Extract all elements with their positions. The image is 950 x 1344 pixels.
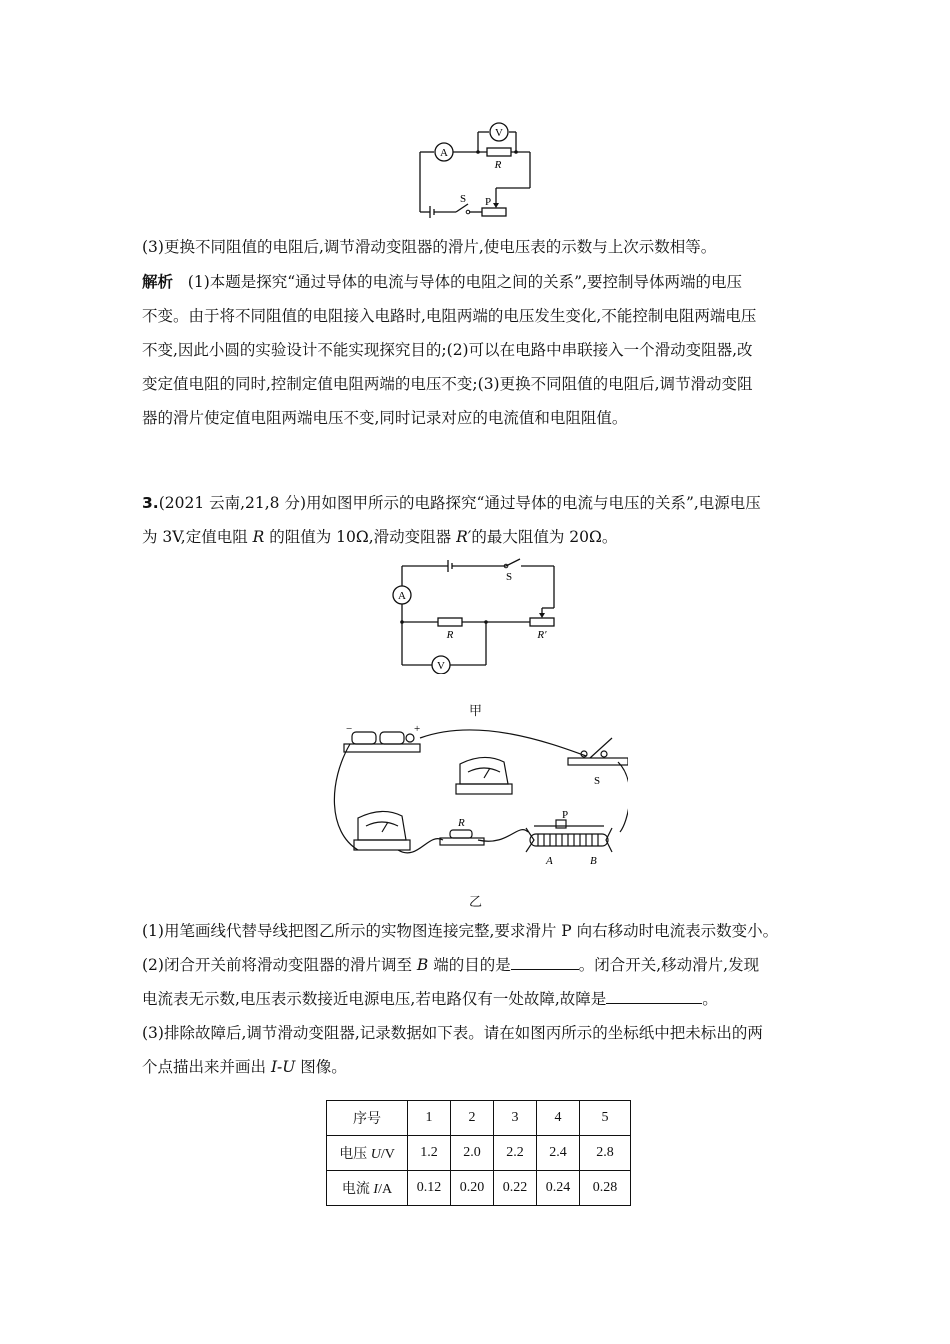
jia-resistor-label: R xyxy=(446,629,454,641)
question-stem-line-1: 用如图甲所示的电路探究“通过导体的电流与电压的关系”,电源电压 xyxy=(306,494,761,512)
analysis-line-4: 变定值电阻的同时,控制定值电阻两端的电压不变;(3)更换不同阻值的电阻后,调节滑动变阻 xyxy=(142,375,753,393)
stem-part-c: 的最大阻值为 20Ω。 xyxy=(471,528,618,546)
top-ammeter-symbol: A xyxy=(440,147,448,159)
table-cell: 0.22 xyxy=(494,1171,537,1206)
table-row-current xyxy=(327,1171,631,1206)
table-header-cell: 2 xyxy=(451,1101,494,1136)
table-header-cell: 3 xyxy=(494,1101,537,1136)
table-row-voltage xyxy=(327,1136,631,1171)
q3-symbol-iu: I-U xyxy=(270,1058,296,1076)
top-slider-label: P xyxy=(484,196,492,208)
sub-questions xyxy=(142,914,832,1084)
voltage-label-unit: /V xyxy=(380,1147,395,1162)
current-label-unit: /A xyxy=(378,1182,393,1197)
figure-jia-caption: 甲 xyxy=(469,704,483,719)
step-3-text: (3)更换不同阻值的电阻后,调节滑动变阻器的滑片,使电压表的示数与上次示数相等。 xyxy=(142,238,717,256)
sub-question-3-line-1: (3)排除故障后,调节滑动变阻器,记录数据如下表。请在如图丙所示的坐标纸中把未标出的两 xyxy=(142,1024,763,1042)
yi-battery-minus: − xyxy=(346,723,353,735)
question-source: (2021 云南,21,8 分) xyxy=(158,494,307,512)
table-header-cell: 1 xyxy=(408,1101,451,1136)
table-header-cell: 序号 xyxy=(327,1101,408,1136)
voltage-label-text: 电压 xyxy=(339,1147,371,1162)
yi-resistor-label: R xyxy=(458,817,465,829)
analysis-block xyxy=(142,265,814,435)
q3-line2-a: 个点描出来并画出 xyxy=(142,1058,271,1076)
top-switch-label: S xyxy=(459,193,467,205)
analysis-line-1: (1)本题是探究“通过导体的电流与导体的电阻之间的关系”,要控制导体两端的电压 xyxy=(187,273,743,291)
stem-symbol-r-prime: R′ xyxy=(456,528,472,546)
top-resistor-label: R xyxy=(494,159,502,171)
question-3-stem xyxy=(142,486,814,554)
q2-part-d: 。闭合开关,移动滑片,发现 xyxy=(578,956,760,974)
stem-symbol-r: R xyxy=(252,528,265,546)
table-cell: 2.4 xyxy=(537,1136,580,1171)
apparatus-illustration-yi xyxy=(328,722,628,872)
stem-part-a: 为 3V,定值电阻 xyxy=(142,528,253,546)
table-cell: 0.24 xyxy=(537,1171,580,1206)
jia-ammeter-symbol: A xyxy=(398,590,406,602)
current-label-symbol: I xyxy=(373,1182,379,1197)
question-stem-line-2 xyxy=(142,520,814,554)
analysis-line-5: 器的滑片使定值电阻两端电压不变,同时记录对应的电流值和电阻阻值。 xyxy=(142,409,628,427)
q2-part-a: (2)闭合开关前将滑动变阻器的滑片调至 xyxy=(142,956,417,974)
yi-end-a-label: A xyxy=(546,855,553,867)
table-cell: 2.0 xyxy=(451,1136,494,1171)
table-header-cell: 5 xyxy=(580,1101,631,1136)
data-table xyxy=(326,1100,631,1206)
jia-switch-label: S xyxy=(505,571,513,583)
q2-symbol-b: B xyxy=(416,956,429,974)
jia-voltmeter-symbol: V xyxy=(437,660,445,672)
yi-end-b-label: B xyxy=(590,855,597,867)
table-cell: 0.20 xyxy=(451,1171,494,1206)
q2-line2-text: 电流表无示数,电压表示数接近电源电压,若电路仅有一处故障,故障是 xyxy=(142,990,607,1008)
top-circuit-diagram xyxy=(412,118,542,220)
table-cell: 0.12 xyxy=(408,1171,451,1206)
sub-question-3-line-2 xyxy=(142,1050,832,1084)
q2-part-c: 端的目的是 xyxy=(428,956,511,974)
table-cell: 2.2 xyxy=(494,1136,537,1171)
q3-line2-c: 图像。 xyxy=(295,1058,347,1076)
answer-blank-fault[interactable] xyxy=(606,987,702,1004)
sub-question-1: (1)用笔画线代替导线把图乙所示的实物图连接完整,要求滑片 P 向右移动时电流表示数变小。 xyxy=(142,922,779,940)
answer-blank-purpose[interactable] xyxy=(511,953,579,970)
yi-battery-plus: + xyxy=(414,723,421,735)
table-cell: 2.8 xyxy=(580,1136,631,1171)
current-row-label xyxy=(327,1171,408,1206)
q2-line2-end: 。 xyxy=(702,990,718,1008)
analysis-line-2: 不变。由于将不同阻值的电阻接入电路时,电阻两端的电压发生变化,不能控制电阻两端电压 xyxy=(142,307,757,325)
current-label-text: 电流 xyxy=(341,1182,374,1197)
top-voltmeter-symbol: V xyxy=(495,127,503,139)
table-cell: 0.28 xyxy=(580,1171,631,1206)
yi-slider-label: P xyxy=(562,809,569,821)
table-header-row xyxy=(327,1101,631,1136)
table-header-cell: 4 xyxy=(537,1101,580,1136)
question-number: 3. xyxy=(142,494,159,512)
sub-question-2-line-2 xyxy=(142,982,832,1016)
voltage-row-label xyxy=(327,1136,408,1171)
table-cell: 1.2 xyxy=(408,1136,451,1171)
analysis-line-3: 不变,因此小圆的实验设计不能实现探究目的;(2)可以在电路中串联接入一个滑动变阻器,改 xyxy=(142,341,753,359)
voltage-label-symbol: U xyxy=(370,1147,381,1162)
yi-switch-label: S xyxy=(594,775,601,787)
analysis-label: 解析 xyxy=(142,273,174,291)
circuit-diagram-jia xyxy=(388,558,564,674)
sub-question-2-line-1 xyxy=(142,948,832,982)
figure-yi-caption: 乙 xyxy=(469,895,483,910)
stem-part-b: 的阻值为 10Ω,滑动变阻器 xyxy=(264,528,457,546)
jia-rheostat-label: R′ xyxy=(537,629,547,641)
